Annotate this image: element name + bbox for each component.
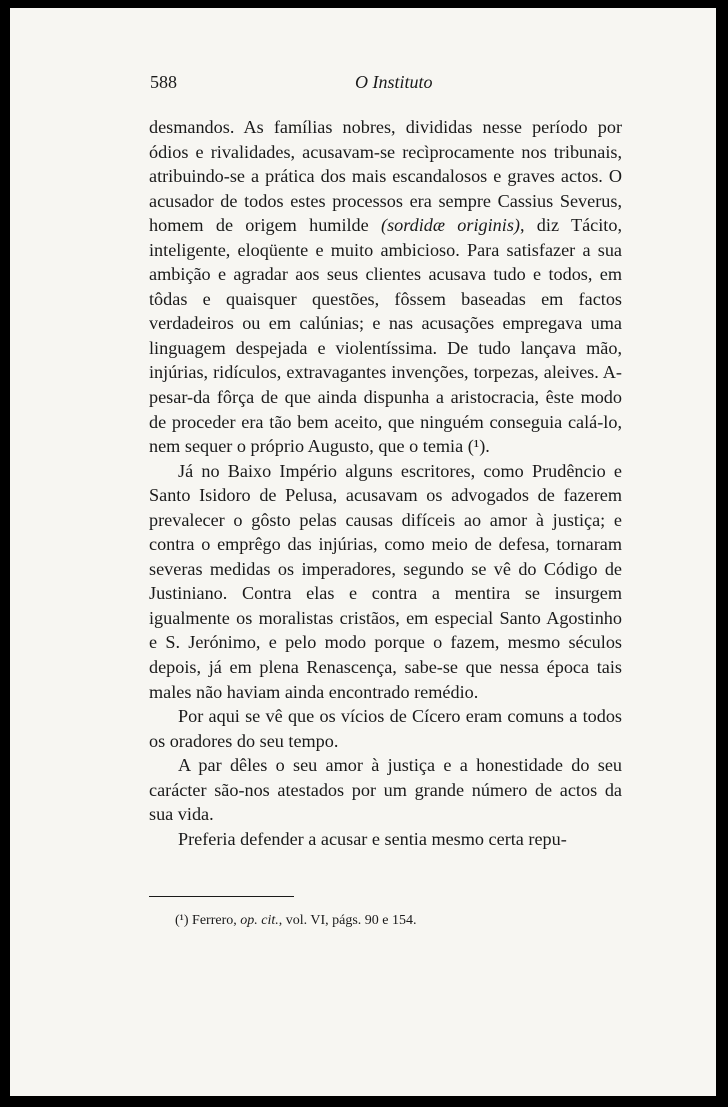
footnote-marker: (¹) [175, 913, 189, 928]
paragraph-text: A par dêles o seu amor à justiça e a honestidade do seu carácter são-nos atestados por um grande número de actos da sua vida. [149, 755, 622, 825]
paragraph-text: , diz Tácito, inteligente, eloqüente e muito ambicioso. Para satisfazer a sua ambição e agradar aos seus clientes acusava tudo e todos, em tôdas e quaisquer questões, fôssem baseadas em factos verdadeiros ou em calúnias; e nas acusações empregava uma linguagem despejada e violentíssima. De tudo lançava mão, injúrias, ridículos, extravagantes invenções, torpezas, aleives. A-pesar-da fôrça de que ainda dispunha a aristocracia, êste modo de proceder era tão bem aceito, que ninguém conseguia calá-lo, nem sequer o próprio Augusto, que o temia [149, 215, 622, 457]
paragraph-text: Por aqui se vê que os vícios de Cícero eram comuns a todos os oradores do seu tempo. [149, 706, 622, 751]
footnote [175, 913, 615, 929]
footnote-reference: (¹). [467, 436, 490, 457]
body-text [149, 115, 622, 851]
paragraph-text: desmandos. As famílias nobres, divididas nesse período por ódios e rivalidades, acusavam-se recìprocamente nos tribunais, atribuindo-se a prática dos mais escandalosos e graves actos. O acusador de todos estes processos era sempre Cassius Severus, homem de origem humilde [149, 117, 622, 236]
footnote-work: op. cit. [240, 913, 279, 928]
latin-phrase: (sordidæ originis) [381, 215, 520, 236]
footnote-citation: , vol. VI, págs. 90 e 154. [278, 913, 417, 928]
page-number: 588 [150, 72, 177, 92]
paragraph [149, 115, 622, 459]
book-page [10, 8, 716, 1096]
footnote-divider [149, 896, 294, 897]
paragraph-text: Preferia defender a acusar e sentia mesmo certa repu- [178, 828, 567, 849]
paragraph [149, 827, 622, 852]
paragraph [149, 753, 622, 827]
paragraph [149, 459, 622, 704]
paragraph-text: Já no Baixo Império alguns escritores, como Prudêncio e Santo Isidoro de Pelusa, acusavam os advogados de fazerem prevalecer o gôsto pelas causas difíceis ao amor à justiça; e contra o emprêgo das injúrias, como meio de defesa, tornaram severas medidas os imperadores, segundo se vê do Código de Justiniano. Contra elas e contra a mentira se insurgem igualmente os moralistas cristãos, em especial Santo Agostinho e S. Jerónimo, e pelo modo porque o fazem, mesmo séculos depois, já em plena Renascença, sabe-se que nessa época tais males não haviam ainda encontrado remédio. [149, 460, 622, 702]
footnote-author: Ferrero, [192, 913, 237, 928]
running-title: O Instituto [355, 72, 433, 92]
paragraph [149, 704, 622, 753]
